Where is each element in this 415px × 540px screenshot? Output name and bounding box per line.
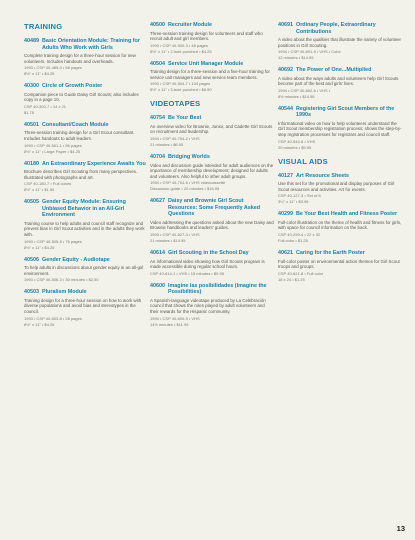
catalog-item (24, 122, 148, 154)
item-meta: 8½" x 11" • Large Paper • $4.25 (24, 148, 81, 154)
item-description: An informational video showing how Girl Scouts program is made accessible during regular school hours. (150, 258, 265, 270)
item-title: The Power of One...Multiplied (296, 67, 372, 74)
item-heading (150, 115, 274, 122)
item-description: Informational video on how to help volunteers understand the Girl Scout membership registration process; shows the step-by-step registration processes for registrars and council staff. (278, 120, 402, 138)
item-description: Full-color illustration on the theme of health and fitness for girls, with space for council information on the back. (278, 219, 402, 231)
item-title: Ordinary People, Extraordinary Contributions (296, 22, 376, 35)
item-title: Be Your Best Health and Fitness Poster (296, 211, 398, 218)
catalog-item (150, 250, 274, 276)
item-title: Be Your Best (168, 115, 202, 122)
item-code: 40544 (278, 105, 293, 112)
item-heading (24, 257, 148, 264)
item-code: 40489 (24, 38, 39, 44)
catalog-item (278, 67, 404, 99)
catalog-item (150, 115, 274, 147)
item-title: Bridging Worlds (168, 154, 210, 161)
item-code: 40621 (278, 250, 293, 257)
item-title: Registering Girl Scout Members of the 1990s (296, 105, 395, 119)
item-code: 40500 (150, 22, 165, 28)
item-meta: 8½ minutes • $14.95 (278, 93, 315, 99)
item-heading (24, 289, 148, 296)
item-code: 40691 (278, 22, 293, 28)
item-meta: 1994 • CSP 40-754-2 • VHS (150, 136, 200, 142)
item-heading (278, 67, 404, 74)
item-code: 40600 (150, 282, 165, 289)
item-code: 40299 (278, 211, 293, 218)
item-heading (24, 38, 148, 51)
column-1 (24, 22, 148, 334)
column-2 (150, 22, 274, 334)
item-meta: 8½" x 11" • $1.50 (24, 187, 55, 193)
item-meta: 1994 • CSP 40-691-9 • VHS • Color (278, 49, 341, 55)
item-meta: CSP 40-299-4 • 22 x 32 (278, 232, 321, 238)
item-description: Video and discussion guide intended for adult audiences on the importance of membership development; designed for adults and volunteers. Also helpful to other adult groups. (150, 162, 274, 179)
item-meta: 1994 • CSP 40-692-6 • VHS • (278, 87, 331, 93)
item-description: Training design for a three-hour session on how to work with diverse populations and avoid bias and stereotypes in the council. (24, 297, 142, 314)
column-3 (278, 22, 404, 289)
item-meta: 8½" x 11" • $4.25 (24, 244, 55, 250)
item-title: Gender Equity Module: Ensuring Unbiased Behavior in an All-Girl Environment (42, 199, 126, 219)
item-meta: 14½ minutes • $11.95 (150, 321, 189, 327)
item-heading (150, 283, 274, 296)
item-code: 40754 (150, 115, 165, 122)
item-heading (150, 198, 274, 218)
catalog-item (278, 173, 404, 205)
item-meta: 1993 • CSP 40-505-5 • 76 pages (24, 238, 82, 244)
item-meta: 1994 • CSP 40-704-6 • VHS videocassette (150, 180, 226, 186)
item-heading (24, 161, 148, 168)
item-heading (150, 250, 274, 257)
item-meta: 3¼" x 11" • $3.95 (278, 199, 309, 205)
item-title: An Extraordinary Experience Awaits You (42, 160, 146, 167)
catalog-item (24, 289, 148, 326)
catalog-item (24, 257, 148, 283)
item-meta: 8½" x 11" • 3-hole punched • $6.50 (150, 87, 212, 93)
item-code: 40506 (24, 256, 39, 263)
catalog-item (150, 61, 274, 93)
item-meta: CSP 40-180-7 • Full colors (24, 181, 72, 187)
item-code: 40627 (150, 198, 165, 205)
catalog-item (278, 250, 404, 282)
catalog-item (24, 83, 148, 115)
item-meta: 1993 • CSP 40-489-0 • 56 pages (24, 65, 82, 71)
item-title: Gender Equity - Audiotape (42, 256, 110, 263)
item-description: Three-session training design for a Girl Scout consultant. Includes handouts to adult leaders. (24, 130, 135, 141)
catalog-item (24, 161, 148, 193)
section-title: VISUAL AIDS (278, 156, 328, 166)
item-meta: 1993 • CSP 40-627-3 • VHS (150, 232, 200, 238)
item-heading (278, 22, 404, 35)
item-meta: 1994 • CSP 40-600-9 • VHS (150, 315, 200, 321)
catalog-item (24, 199, 148, 249)
item-meta: 8½" x 11" • $4.25 (24, 321, 55, 327)
item-meta: CSP 40-614-1 • VHS • 15 minutes • $9.95 (150, 270, 224, 276)
item-title: Art Resource Sheets (296, 172, 350, 179)
catalog-item (278, 106, 404, 150)
item-title: Recruiter Module (168, 22, 213, 28)
item-description: Complete training design for a three-hour session for new volunteers. Includes handouts and overheads. (24, 53, 136, 64)
section-title: VIDEOTAPES (150, 99, 201, 109)
item-code: 40127 (278, 172, 293, 179)
item-description: Video addressing the questions asked about the new Daisy and Brownie handbooks and leaders' guides. (150, 219, 274, 231)
item-heading (150, 61, 274, 68)
item-description: A video about the ways adults and volunteers help Girl Scouts become part of the best and girls' lives. (278, 75, 399, 87)
item-title: Girl Scouting in the School Day (168, 250, 249, 257)
item-meta: $1.75 (24, 109, 35, 115)
item-description: Use this set for the promotional and display purposes of Girl Scout resources and activities. Art for events. (278, 181, 395, 192)
item-heading (24, 122, 148, 129)
item-meta: 20 minutes • $9.95 (278, 144, 312, 150)
item-meta: CSP 40-621-8 • Full color (278, 270, 324, 276)
item-heading (278, 106, 404, 119)
item-description: Full-color poster on environmental action themes for Girl Scout troops and groups. (278, 258, 400, 270)
item-code: 40614 (150, 250, 165, 257)
item-description: Three-session training design for volunteers and staff who recruit adult and girl members. (150, 30, 263, 42)
item-description: Training course to help adults and council staff recognize and prevent bias in Girl Scout activities and in the adults they work with. (24, 220, 145, 237)
item-title: Circle of Growth Poster (42, 83, 103, 90)
item-description: Brochure describes Girl Scouting from many perspectives. Illustrated with photographs and art. (24, 169, 138, 180)
item-heading (24, 83, 148, 90)
item-description: To help adults in discussions about gender equity in an all-girl environment. (24, 265, 144, 276)
item-title: Service Unit Manager Module (168, 60, 244, 67)
catalog-item (150, 283, 274, 327)
item-heading (278, 173, 404, 180)
item-meta: CSP 40-300-7 • 14 x 21 (24, 103, 67, 109)
item-title: Consultant/Coach Module (42, 121, 109, 128)
item-heading (150, 154, 274, 161)
section-title: TRAINING (24, 22, 63, 31)
item-meta: 21 minutes • $14.95 (150, 238, 186, 244)
catalog-item (150, 154, 274, 191)
item-meta: Discussion guide • 20 minutes • $16.95 (150, 186, 220, 192)
item-heading (278, 211, 404, 218)
item-title: Pluralism Module (42, 289, 87, 296)
item-meta: 8½" x 11" • 2-hole punched • $4.25 (150, 48, 212, 54)
item-meta: 1993 • CSP 40-501-1 • 56 pages (24, 142, 82, 148)
item-description: Training design for a three-session and a five-hour training for service unit managers and new service team members. (150, 69, 270, 80)
item-code: 40505 (24, 199, 39, 206)
item-title: Imagine las posibilidades (Imagine the Possibilities) (168, 282, 267, 296)
item-meta: Full color • $1.25 (278, 238, 308, 244)
item-meta: CSP 40-544-8 • VHS (278, 138, 316, 144)
item-meta: CSP 40-127-3 • Set of 6 (278, 193, 321, 199)
item-meta: 21 minutes • $6.95 (150, 142, 184, 148)
catalog-item (150, 22, 274, 54)
item-meta: 1993 • CSP 40-506-3 • 30 minutes • $2.50 (24, 277, 99, 283)
item-title: Caring for the Earth Poster (296, 250, 365, 257)
item-description: A video about the qualities that illustrate the variety of volunteer positions in Girl Scouting. (278, 37, 402, 48)
item-title: Basic Orientation Module: Training for Adults Who Work with Girls (42, 38, 140, 51)
item-code: 40501 (24, 121, 39, 128)
catalog-item (150, 198, 274, 243)
item-code: 40704 (150, 154, 165, 161)
item-code: 40180 (24, 160, 39, 167)
item-meta: 18 x 24 • $1.25 (278, 276, 305, 282)
item-description: A Spanish-language videotape produced by La Celebración council that shows the roles played by adult volunteers and their rewards for the Hispanic community. (150, 297, 266, 314)
item-heading (278, 250, 404, 257)
item-description: Companion piece to Guide Daisy Girl Scouts; also includes copy in a page 10. (24, 91, 139, 103)
item-code: 40692 (278, 67, 293, 74)
item-code: 40300 (24, 83, 39, 90)
item-heading (150, 22, 274, 29)
item-meta: 8½" x 11" • $4.25 (24, 71, 55, 77)
item-description: An overview video for Brownie, Junior, and Cadette Girl Scouts on recruitment and leadership. (150, 123, 273, 135)
item-code: 40503 (24, 289, 39, 296)
item-meta: 1993 • CSP 40-504-7 • 104 pages (150, 81, 211, 87)
item-title: Daisy and Brownie Girl Scout Resources: Some Frequently Asked Questions (168, 198, 261, 218)
item-meta: 1993 • CSP 40-500-3 • 48 pages (150, 42, 208, 48)
catalog-item (278, 211, 404, 243)
catalog-item (24, 38, 148, 76)
catalog-item (278, 22, 404, 60)
item-meta: 1993 • CSP 40-503-8 • 28 pages (24, 315, 82, 321)
item-heading (24, 199, 148, 219)
item-code: 40504 (150, 60, 165, 67)
item-meta: 12 minutes • $14.95 (278, 55, 314, 61)
page-number: 13 (396, 524, 405, 533)
